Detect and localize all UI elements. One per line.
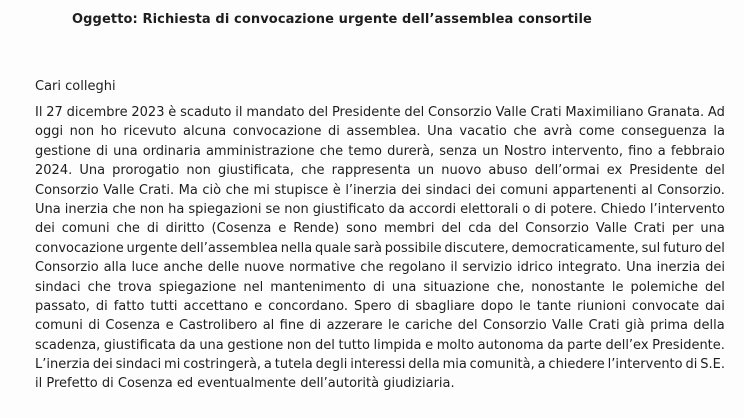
body-word: inerzia bbox=[64, 201, 109, 217]
body-word: tutti bbox=[150, 298, 178, 314]
body-word: nella bbox=[280, 240, 313, 256]
body-word: di bbox=[309, 318, 322, 334]
body-word: ordinaria bbox=[142, 143, 201, 159]
body-word: cariche bbox=[404, 318, 453, 334]
body-word: Valle bbox=[103, 182, 135, 198]
body-word: elettorali bbox=[460, 201, 519, 217]
body-word: Rende) bbox=[293, 221, 340, 237]
body-word: dell’ormai bbox=[534, 163, 600, 179]
body-word: conseguenza bbox=[621, 124, 707, 140]
body-word: che bbox=[301, 163, 325, 179]
body-word: non bbox=[69, 124, 95, 140]
body-word: autonoma bbox=[477, 337, 544, 353]
body-word: potere. bbox=[550, 201, 597, 217]
body-word: quale bbox=[314, 240, 352, 256]
body-word: una bbox=[391, 279, 417, 295]
letter-body bbox=[35, 103, 725, 394]
body-word: avrà bbox=[543, 124, 573, 140]
body-word: prima bbox=[650, 318, 688, 334]
body-word: mandato bbox=[246, 105, 305, 120]
body-word: dei bbox=[401, 182, 422, 198]
body-word: dei bbox=[35, 221, 55, 237]
body-word: ricevuto bbox=[123, 124, 177, 140]
body-word: accordi bbox=[408, 201, 457, 217]
body-word: diritto bbox=[165, 221, 205, 237]
body-word: una bbox=[199, 337, 224, 353]
body-word: limpida bbox=[373, 337, 422, 353]
body-word: normative bbox=[289, 260, 356, 276]
body-word: che bbox=[513, 124, 537, 140]
body-word: Crati bbox=[633, 221, 665, 237]
body-word: al bbox=[262, 318, 275, 334]
body-word: urgente bbox=[126, 240, 178, 256]
body-word: ha bbox=[168, 201, 185, 217]
body-word: Crati. bbox=[138, 182, 175, 198]
body-word: gestione bbox=[227, 337, 284, 353]
body-line bbox=[35, 103, 725, 122]
body-word: parte bbox=[567, 337, 602, 353]
body-word: mia bbox=[442, 357, 467, 373]
body-word: e bbox=[165, 318, 174, 334]
body-word: sul bbox=[641, 240, 661, 256]
body-word: Presidente bbox=[331, 105, 401, 120]
body-line bbox=[35, 336, 725, 355]
body-word: alla bbox=[103, 260, 127, 276]
body-word: sindaci bbox=[35, 279, 81, 295]
body-word: cda bbox=[468, 221, 492, 237]
body-word: dei bbox=[475, 182, 496, 198]
body-word: discutere, bbox=[444, 240, 509, 256]
body-word: Crati bbox=[588, 318, 620, 334]
body-word: amministrazione bbox=[205, 143, 315, 159]
body-word: del bbox=[705, 163, 725, 179]
body-word: l’inerzia bbox=[345, 182, 397, 198]
body-word: possibile bbox=[384, 240, 442, 256]
body-word: e bbox=[254, 298, 263, 314]
body-word: a bbox=[537, 357, 546, 373]
body-word: è bbox=[332, 182, 341, 198]
body-word: Una bbox=[626, 260, 652, 276]
body-word: luce bbox=[131, 260, 159, 276]
body-word: Cosenza bbox=[105, 318, 161, 334]
body-word: gestione bbox=[35, 143, 91, 159]
body-word: del bbox=[308, 105, 329, 120]
body-word: Consorzio bbox=[35, 260, 99, 276]
body-word: convocazione bbox=[35, 240, 124, 256]
body-word: o bbox=[522, 201, 531, 217]
body-word: e bbox=[278, 221, 287, 237]
body-word: del bbox=[704, 279, 725, 295]
body-word: non bbox=[284, 201, 309, 217]
body-word: già bbox=[624, 318, 645, 334]
body-word: convocazione bbox=[232, 124, 322, 140]
body-word: integrato. bbox=[557, 260, 622, 276]
body-word: durerà, bbox=[387, 143, 435, 159]
body-word: giustificato bbox=[312, 201, 385, 217]
body-word: dell’ex bbox=[605, 337, 649, 353]
body-word: giustificata bbox=[103, 337, 176, 353]
body-word: che bbox=[87, 279, 112, 295]
body-word: Consorzio bbox=[482, 318, 547, 334]
body-word: febbraio bbox=[670, 143, 725, 159]
body-word: spiegazione bbox=[158, 279, 237, 295]
body-word: da bbox=[547, 337, 564, 353]
body-word: scaduto bbox=[180, 105, 232, 120]
body-word: Consorzio bbox=[525, 221, 589, 237]
body-word: situazione bbox=[423, 279, 490, 295]
body-line bbox=[35, 142, 725, 161]
body-word: alcuna bbox=[183, 124, 227, 140]
body-word: Ad bbox=[707, 105, 725, 120]
body-word: di bbox=[328, 124, 340, 140]
body-line bbox=[35, 161, 725, 180]
body-word: Ma bbox=[178, 182, 198, 198]
body-word: stupisce bbox=[274, 182, 329, 198]
body-word: di bbox=[95, 298, 108, 314]
body-word: polemiche bbox=[630, 279, 698, 295]
body-word: ciò bbox=[202, 182, 222, 198]
subject-label: Oggetto: bbox=[72, 12, 138, 27]
greeting: Cari colleghi bbox=[35, 79, 116, 94]
body-word: nonostante bbox=[531, 279, 605, 295]
body-word: dei bbox=[705, 260, 725, 276]
body-word: trova bbox=[118, 279, 152, 295]
body-word: sarà bbox=[353, 240, 382, 256]
body-word: Consorzio bbox=[35, 182, 99, 198]
body-word: l’intervento bbox=[607, 357, 683, 373]
body-word: nuove bbox=[244, 260, 285, 276]
body-word: non bbox=[286, 337, 312, 353]
body-word: a bbox=[263, 357, 272, 373]
body-word: che bbox=[112, 201, 136, 217]
body-word: intervento, bbox=[551, 143, 623, 159]
body-word: la bbox=[713, 124, 725, 140]
body-word: una bbox=[113, 143, 138, 159]
body-word: ex bbox=[606, 163, 623, 179]
body-word: come bbox=[578, 124, 615, 140]
body-word: Spero bbox=[353, 298, 392, 314]
subject-text: Richiesta di convocazione urgente dell’assemblea consortile bbox=[142, 12, 592, 27]
body-word: un bbox=[417, 163, 435, 179]
body-word: molto bbox=[436, 337, 475, 353]
body-word: della bbox=[693, 318, 725, 334]
body-word: Castrolibero bbox=[178, 318, 258, 334]
body-line bbox=[35, 316, 725, 335]
body-word: mantenimento bbox=[270, 279, 366, 295]
body-word: nuovo bbox=[441, 163, 482, 179]
body-word: tante bbox=[536, 298, 572, 314]
body-word: a bbox=[657, 143, 666, 159]
body-word: di bbox=[534, 201, 547, 217]
body-word: spiegazioni bbox=[188, 201, 262, 217]
body-word: che bbox=[116, 221, 140, 237]
body-word: Valle bbox=[552, 318, 584, 334]
body-word: tutela bbox=[274, 357, 313, 373]
body-line bbox=[35, 219, 725, 238]
body-word: passato, bbox=[35, 298, 90, 314]
body-word: (Cosenza bbox=[211, 221, 272, 237]
body-word: dei bbox=[92, 357, 113, 373]
body-word: accettano bbox=[183, 298, 249, 314]
body-word: le bbox=[387, 318, 400, 334]
body-word: scadenza, bbox=[35, 337, 101, 353]
body-line bbox=[35, 297, 725, 316]
body-word: riunioni bbox=[577, 298, 626, 314]
body-word: del bbox=[314, 337, 335, 353]
body-line bbox=[35, 258, 725, 277]
body-word: da bbox=[179, 337, 196, 353]
body-word: Una bbox=[79, 163, 106, 179]
body-line: il Prefetto di Cosenza ed eventualmente dell’autorità giudiziaria. bbox=[35, 376, 455, 392]
body-word: il bbox=[235, 105, 243, 120]
body-word: fino bbox=[628, 143, 653, 159]
body-line bbox=[35, 181, 725, 200]
body-word: dicembre bbox=[66, 105, 128, 120]
body-word: temo bbox=[348, 143, 382, 159]
body-word: sono bbox=[346, 221, 378, 237]
body-word: appartenenti bbox=[552, 182, 637, 198]
body-word: S.E. bbox=[700, 357, 725, 373]
body-word: anche bbox=[163, 260, 203, 276]
body-word: da bbox=[388, 201, 405, 217]
body-word: è bbox=[168, 105, 177, 120]
body-word: prorogatio bbox=[112, 163, 180, 179]
body-word: Presidente bbox=[629, 163, 698, 179]
body-line bbox=[35, 278, 725, 297]
body-word: del bbox=[705, 240, 725, 256]
body-word: del bbox=[498, 221, 519, 237]
body-word: che bbox=[319, 143, 344, 159]
body-word: fatto bbox=[113, 298, 145, 314]
body-word: che bbox=[360, 260, 384, 276]
body-word: non bbox=[139, 201, 165, 217]
body-word: comunità, bbox=[469, 357, 535, 373]
body-word: del bbox=[441, 221, 462, 237]
body-word: abuso bbox=[488, 163, 528, 179]
body-word: L’inerzia bbox=[35, 357, 90, 373]
body-word: dell’assemblea bbox=[180, 240, 278, 256]
body-word: membri bbox=[383, 221, 435, 237]
body-word: Consorzio. bbox=[657, 182, 725, 198]
body-word: le bbox=[611, 279, 624, 295]
body-word: senza bbox=[439, 143, 478, 159]
body-word: 2023 bbox=[131, 105, 165, 120]
body-word: un bbox=[482, 143, 499, 159]
body-word: Una bbox=[427, 124, 453, 140]
body-word: se bbox=[265, 201, 281, 217]
body-word: Una bbox=[35, 201, 61, 217]
body-word: delle bbox=[207, 260, 240, 276]
body-word: dai bbox=[705, 298, 725, 314]
body-word: convocate bbox=[631, 298, 700, 314]
body-word: costringerà, bbox=[183, 357, 262, 373]
body-word: comuni bbox=[61, 221, 110, 237]
body-word: Il bbox=[35, 105, 43, 120]
body-word: inerzia bbox=[656, 260, 701, 276]
body-word: oggi bbox=[35, 124, 64, 140]
body-word: Chiedo bbox=[600, 201, 646, 217]
body-word: una bbox=[700, 221, 725, 237]
body-word: democraticamente, bbox=[511, 240, 639, 256]
body-word: di bbox=[373, 279, 385, 295]
body-line bbox=[35, 355, 725, 374]
body-word: che bbox=[225, 182, 249, 198]
body-word: le bbox=[519, 298, 531, 314]
body-word: al bbox=[641, 182, 653, 198]
body-line bbox=[35, 122, 725, 141]
body-word: Valle bbox=[495, 105, 527, 120]
body-word: concordano. bbox=[268, 298, 348, 314]
body-word: fine bbox=[279, 318, 305, 334]
body-word: e bbox=[425, 337, 434, 353]
body-word: futuro bbox=[663, 240, 703, 256]
body-word: ho bbox=[100, 124, 117, 140]
body-word: Maximiliano bbox=[565, 105, 644, 120]
body-word: Presidente. bbox=[652, 337, 725, 353]
body-word: chiedere bbox=[548, 357, 605, 373]
body-word: servizio bbox=[462, 260, 513, 276]
body-word: di bbox=[146, 221, 159, 237]
body-word: comuni bbox=[500, 182, 548, 198]
body-word: l’intervento bbox=[649, 201, 725, 217]
body-word: rappresenta bbox=[331, 163, 411, 179]
body-word: regolano bbox=[388, 260, 446, 276]
body-word: della bbox=[408, 357, 440, 373]
body-word: non bbox=[186, 163, 211, 179]
body-word: Valle bbox=[595, 221, 627, 237]
body-word: Granata. bbox=[647, 105, 705, 120]
body-word: Nostro bbox=[503, 143, 547, 159]
body-word: del bbox=[457, 318, 478, 334]
body-word: idrico bbox=[517, 260, 553, 276]
body-word: assemblea. bbox=[346, 124, 421, 140]
body-word: mi bbox=[164, 357, 181, 373]
body-word: degli bbox=[315, 357, 348, 373]
body-word: interessi bbox=[350, 357, 406, 373]
body-word: sbagliare bbox=[415, 298, 475, 314]
body-word: vacatio bbox=[459, 124, 507, 140]
body-word: che, bbox=[496, 279, 525, 295]
body-line bbox=[35, 239, 725, 258]
body-word: 27 bbox=[46, 105, 63, 120]
body-word: per bbox=[671, 221, 694, 237]
body-word: 2024. bbox=[35, 163, 73, 179]
body-word: del bbox=[404, 105, 425, 120]
body-word: tutto bbox=[338, 337, 370, 353]
body-word: azzerare bbox=[326, 318, 383, 334]
body-word: di bbox=[96, 143, 108, 159]
body-word: comuni bbox=[35, 318, 83, 334]
body-word: sindaci bbox=[425, 182, 472, 198]
body-word: dopo bbox=[480, 298, 514, 314]
body-word: di bbox=[397, 298, 410, 314]
body-word: il bbox=[450, 260, 458, 276]
subject-line bbox=[72, 12, 592, 27]
body-word: Consorzio bbox=[428, 105, 492, 120]
body-word: Crati bbox=[530, 105, 562, 120]
body-word: mi bbox=[253, 182, 270, 198]
body-word: sindaci bbox=[115, 357, 162, 373]
body-word: nel bbox=[243, 279, 264, 295]
body-word: di bbox=[88, 318, 101, 334]
body-line bbox=[35, 200, 725, 219]
body-word: giustificata, bbox=[217, 163, 295, 179]
body-word: di bbox=[685, 357, 698, 373]
